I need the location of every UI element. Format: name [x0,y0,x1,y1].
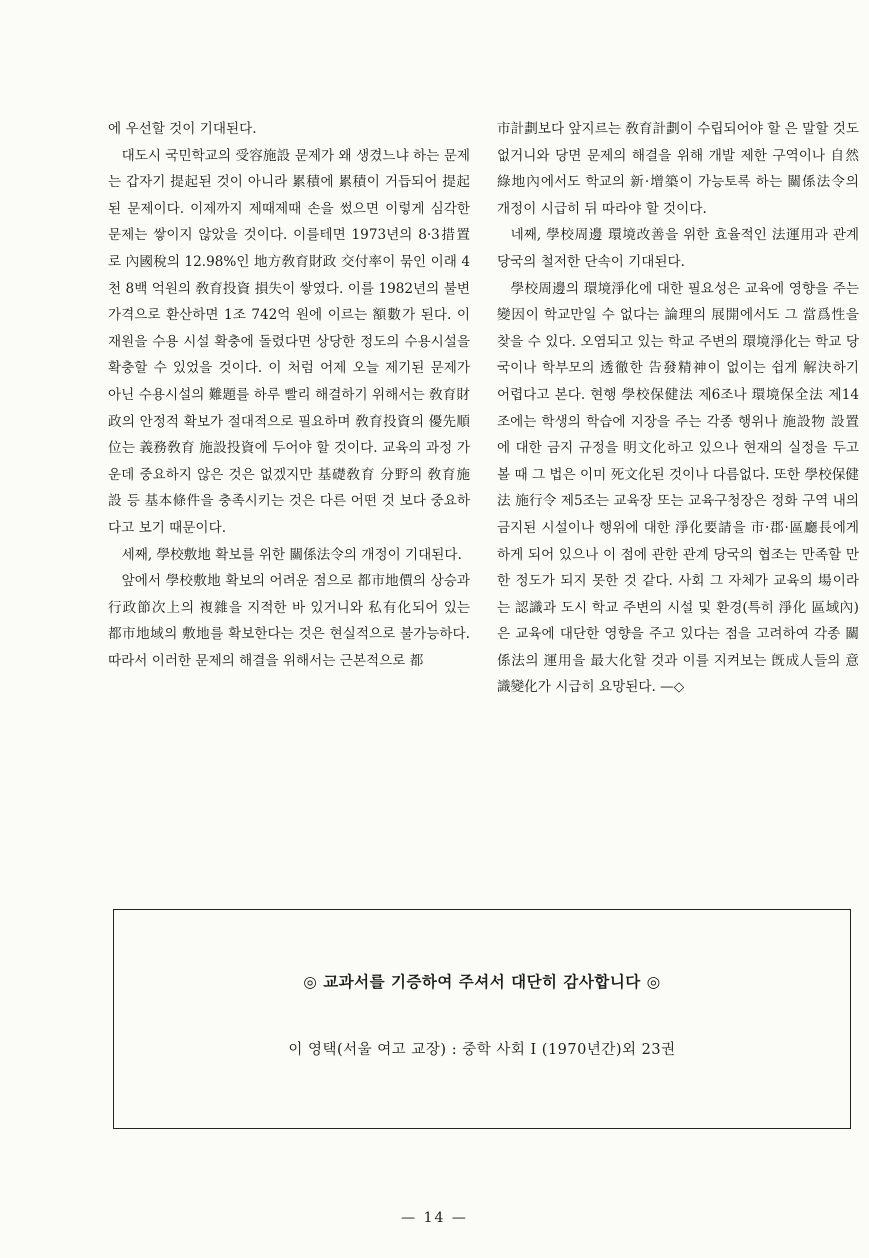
paragraph-urban-planning: 市計劃보다 앞지르는 敎育計劃이 수립되어야 할 은 말할 것도 없거니와 당면 문제의 해결을 위해 개발 제한 구역이나 自然綠地內에서도 학교의 新·增築이 가능토록 하는 關係法令의 개정이 시급히 뒤 따라야 할 것이다. [497,121,859,217]
notice-title: ◎ 교과서를 기증하여 주셔서 대단히 감사합니다 ◎ [303,973,661,991]
paragraph-facility-problem: 대도시 국민학교의 受容施設 문제가 왜 생겼느냐 하는 문제는 갑자기 提起된 것이 아니라 累積에 累積이 거듭되어 提起된 문제이다. 이제까지 제때제때 손을 썼으면 이렇게 심각한 문제는 쌓이지 않았을 것이다. 이를테면 1973년의 8·3措置로 內國稅의 12.98%인 地方敎育財政 交付率이 묶인 이래 4천 8백 억원의 敎育投資 損失이 쌓였다. 이를 1982년의 불변 가격으로 환산하면 1조 742억 원에 이르는 額數가 된다. 이 재원을 수용 시설 확충에 돌렸다면 상당한 정도의 수용시설을 확충할 수 있었을 것이다. 이 처럼 어제 오늘 제기된 문제가 아닌 수용시설의 難題를 하루 빨리 해결하기 위해서는 敎育財政의 안정적 확보가 절대적으로 필요하며 敎育投資의 優先順位는 義務敎育 施設投資에 두어야 할 것이다. 교육의 과정 가운데 중요하지 않은 것은 없겠지만 基礎敎育 分野의 敎育施設 등 基本條件을 충족시키는 것은 다른 어떤 것 보다 중요하다고 보기 때문이다. [108,147,470,536]
left-column [108,116,470,674]
donation-notice-box [113,909,851,1129]
right-column [497,116,859,701]
paragraph-environment: 學校周邊의 環境淨化에 대한 필요성은 교육에 영향을 주는 變因이 학교만일 수 없다는 論理의 展開에서도 그 當爲性을 찾을 수 있다. 오염되고 있는 학교 주변의 環境淨化는 학교 당국이나 학부모의 透徹한 告發精神이 없이는 쉽게 解決하기 어렵다고 본다. 현행 學校保健法 제6조나 環境保全法 제14조에는 학생의 학습에 지장을 주는 각종 행위나 施設物 設置에 대한 금지 규정을 明文化하고 있으나 현재의 실정을 두고 볼 때 그 법은 이미 死文化된 것이나 다름없다. 또한 學校保健法 施行令 제5조는 교육장 또는 교육구청장은 정화 구역 내의 금지된 시설이나 행위에 대한 淨化要請을 市·郡·區廳長에게 하게 되어 있으나 이 점에 관한 관계 당국의 협조는 만족할 만한 정도가 되지 못한 것 같다. 사회 그 자체가 교육의 場이라는 認識과 도시 학교 주변의 시설 및 환경(특히 淨化 區域內)은 교육에 대단한 영향을 주고 있다는 점을 고려하여 각종 關係法의 運用을 最大化할 것과 이를 지켜보는 旣成人들의 意識變化가 시급히 요망된다. —◇ [497,280,859,696]
paragraph-third-heading: 세째, 學校敷地 확보를 위한 關係法令의 개정이 기대된다. [121,546,462,563]
paragraph-school-site: 앞에서 學校敷地 확보의 어려운 점으로 都市地價의 상승과 行政節次上의 複雜을 지적한 바 있거니와 私有化되어 있는 都市地域의 敷地를 확보한다는 것은 현실적으로 불가능하다. 따라서 이러한 문제의 해결을 위해서는 근본적으로 都 [108,573,470,669]
paragraph-fourth-heading: 네째, 學校周邊 環境改善을 위한 효율적인 法運用과 관계 당국의 철저한 단속이 기대된다. [497,227,859,270]
paragraph-continuation: 에 우선할 것이 기대된다. [108,121,257,137]
notice-credit: 이 영택(서울 여고 교장) : 중학 사회 Ⅰ (1970년간)외 23권 [288,1042,676,1058]
page-number: — 14 — [401,1210,468,1226]
